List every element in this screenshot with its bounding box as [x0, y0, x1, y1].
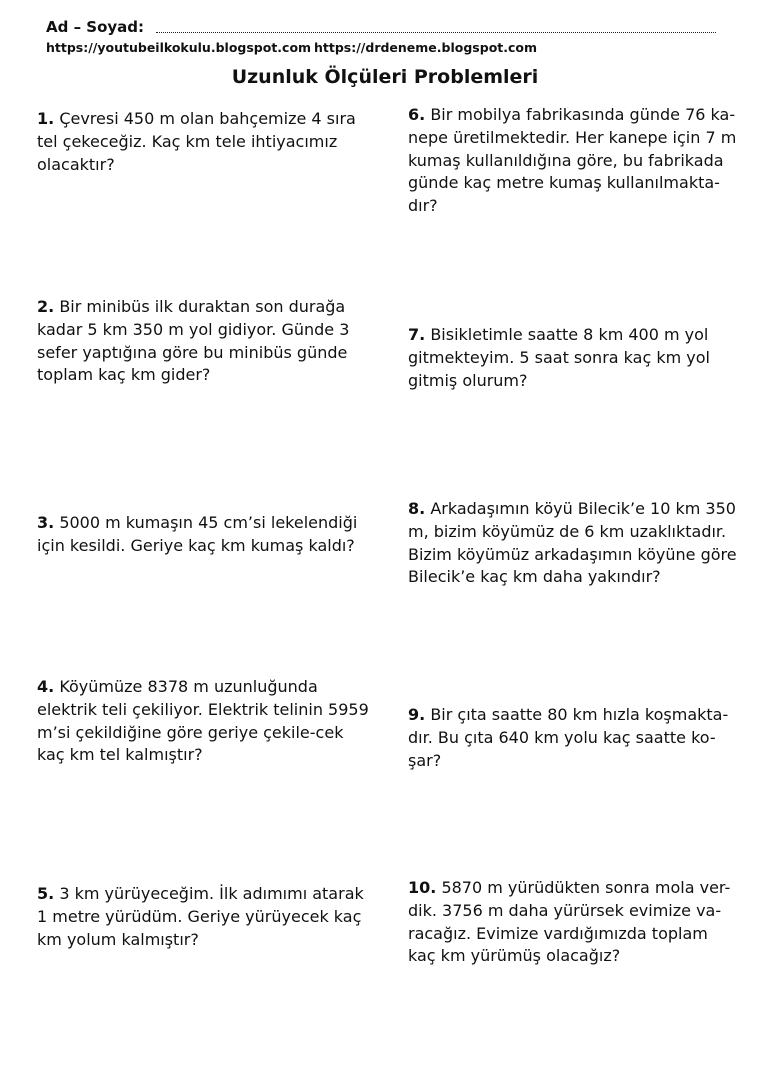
problem-text: 5000 m kumaşın 45 cm’si lekelendiği için kesildi. Geriye kaç km kumaş kaldı?: [37, 513, 358, 555]
problem-text: Bir çıta saatte 80 km hızla koşmakta-dır. Bu çıta 640 km yolu kaç saatte ko-şar?: [408, 705, 729, 770]
problem-number: 1.: [37, 109, 55, 128]
problem-7: [408, 324, 738, 392]
problem-10: [408, 877, 738, 968]
problem-text: Çevresi 450 m olan bahçemize 4 sıra tel çekeceğiz. Kaç km tele ihtiyacımız olacaktır?: [37, 109, 356, 174]
name-fill-line: [156, 20, 716, 33]
problem-number: 5.: [37, 884, 55, 903]
problem-number: 10.: [408, 878, 437, 897]
problem-8: [408, 498, 738, 589]
problem-3: [37, 512, 372, 558]
problem-text: Bir mobilya fabrikasında günde 76 ka-nepe üretilmektedir. Her kanepe için 7 m kumaş kullanıldığına göre, bu fabrikada günde kaç metre kumaş kullanılmakta-dır?: [408, 105, 737, 216]
link-left: https://youtubeilkokulu.blogspot.com: [46, 40, 312, 55]
problem-2: [37, 296, 372, 387]
problem-text: 3 km yürüyeceğim. İlk adımımı atarak 1 metre yürüdüm. Geriye yürüyecek kaç km yolum kalmıştır?: [37, 884, 364, 949]
problem-text: Bisikletimle saatte 8 km 400 m yol gitmekteyim. 5 saat sonra kaç km yol gitmiş olurum?: [408, 325, 710, 390]
problem-9: [408, 704, 738, 772]
problem-number: 8.: [408, 499, 426, 518]
problem-1: [37, 108, 372, 176]
link-right: https://drdeneme.blogspot.com: [314, 40, 538, 55]
problem-6: [408, 104, 738, 218]
problem-text: 5870 m yürüdükten sonra mola ver-dik. 3756 m daha yürürsek evimize va-racağız. Evimize vardığımızda toplam kaç km yürümüş olacağız?: [408, 878, 731, 966]
problem-text: Bir minibüs ilk duraktan son durağa kadar 5 km 350 m yol gidiyor. Günde 3 sefer yaptığına göre bu minibüs günde toplam kaç km gider?: [37, 297, 350, 385]
problem-4: [37, 676, 372, 767]
problem-number: 3.: [37, 513, 55, 532]
problem-5: [37, 883, 372, 951]
problem-number: 9.: [408, 705, 426, 724]
name-label: Ad – Soyad:: [46, 18, 145, 36]
problem-number: 6.: [408, 105, 426, 124]
problem-number: 7.: [408, 325, 426, 344]
problem-number: 2.: [37, 297, 55, 316]
problem-text: Arkadaşımın köyü Bilecik’e 10 km 350 m, bizim köyümüz de 6 km uzaklıktadır. Bizim köyümüz arkadaşımın köyüne göre Bilecik’e kaç km daha yakındır?: [408, 499, 737, 587]
page-title: Uzunluk Ölçüleri Problemleri: [231, 66, 539, 88]
problem-text: Köyümüze 8378 m uzunluğunda elektrik teli çekiliyor. Elektrik telinin 5959 m’si çekildiğine göre geriye çekile-cek kaç km tel kalmıştır?: [37, 677, 369, 765]
problem-number: 4.: [37, 677, 55, 696]
